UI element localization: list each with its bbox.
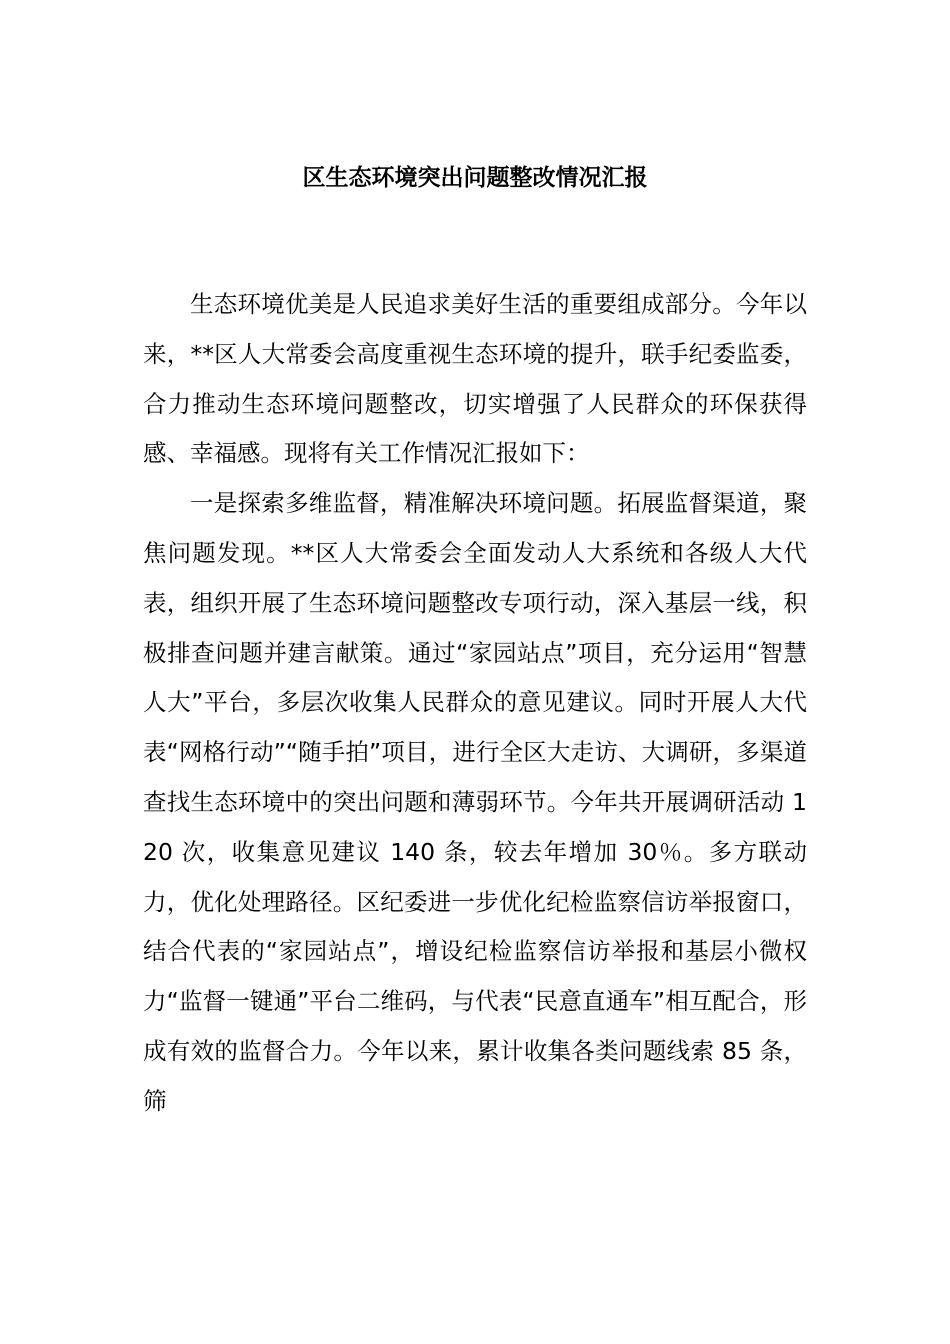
paragraph-intro: 生态环境优美是人民追求美好生活的重要组成部分。今年以来，**区人大常委会高度重视生态环境的提升，联手纪委监委，合力推动生态环境问题整改，切实增强了人民群众的环保获得感、幸福感。现将有关工作情况汇报如下：	[143, 290, 807, 468]
document-title: 区生态环境突出问题整改情况汇报	[302, 165, 648, 191]
document-body	[143, 280, 807, 1127]
paragraph-section-one: 一是探索多维监督，精准解决环境问题。拓展监督渠道，聚焦问题发现。**区人大常委会全面发动人大系统和各级人大代表，组织开展了生态环境问题整改专项行动，深入基层一线，积极排查问题并建言献策。通过“家园站点”项目，充分运用“智慧人大”平台，多层次收集人民群众的意见建议。同时开展人大代表“网格行动”“随手拍”项目，进行全区大走访、大调研，多渠道查找生态环境中的突出问题和薄弱环节。今年共开展调研活动 120 次，收集意见建议 140 条，较去年增加 30％。多方联动力，优化处理路径。区纪委进一步优化纪检监察信访举报窗口，结合代表的“家园站点”，增设纪检监察信访举报和基层小微权力“监督一键通”平台二维码，与代表“民意直通车”相互配合，形成有效的监督合力。今年以来，累计收集各类问题线索 85 条，筛	[143, 489, 807, 1115]
